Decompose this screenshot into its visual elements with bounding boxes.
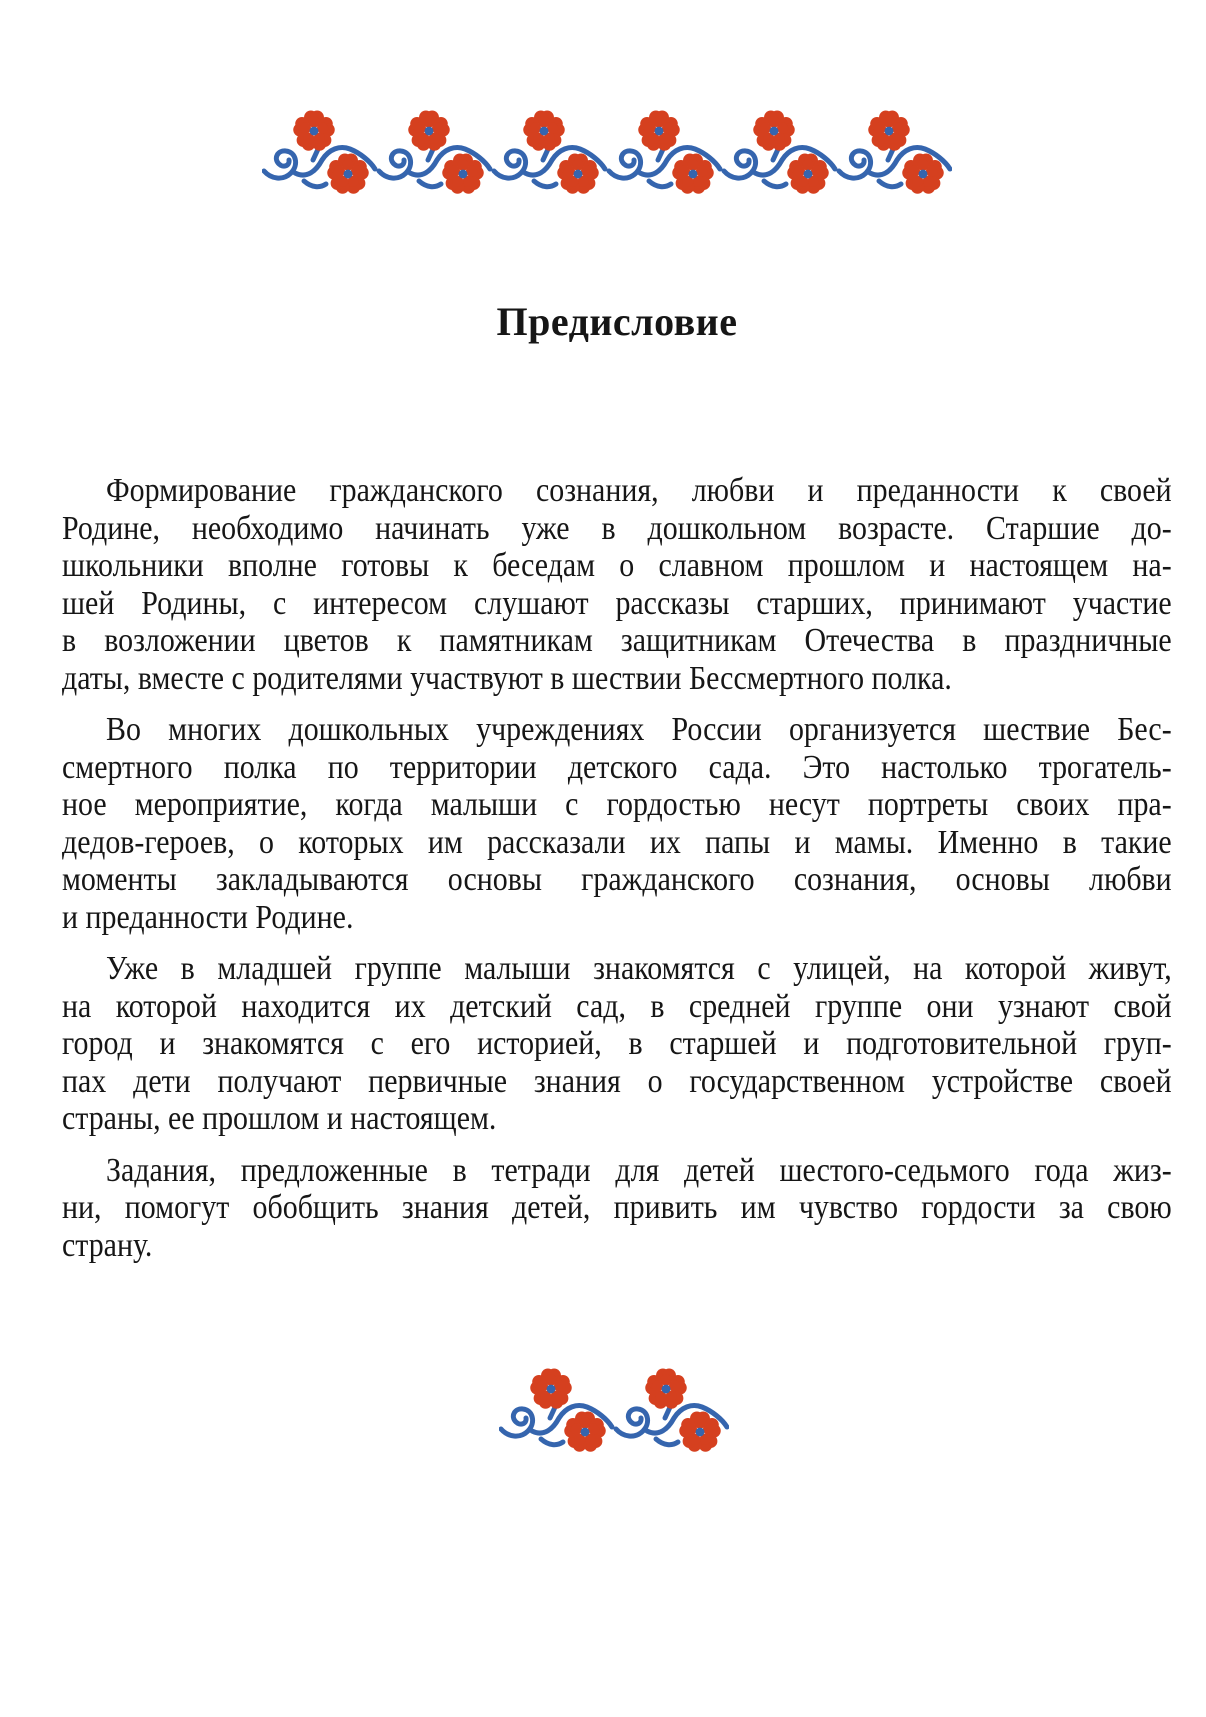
text-line: смертного полка по территории детского сада. Это настолько трогатель- [62,748,1172,786]
body-text [62,472,1172,1264]
text-line: Задания, предложенные в тетради для детей шестого-седьмого года жиз- [106,1151,1172,1189]
text-line: город и знакомятся с его историей, в старшей и подготовительной груп- [62,1025,1172,1062]
paragraph [62,1152,1172,1265]
paragraph [62,472,1172,697]
text-line: в возложении цветов к памятникам защитникам Отечества в праздничные [62,622,1172,659]
text-line: моменты закладываются основы гражданского сознания, основы любви [62,861,1172,898]
text-line: ное мероприятие, когда малыши с гордостью несут портреты своих пра- [62,786,1172,823]
text-line: и преданности Родине. [62,898,354,936]
paragraph [62,711,1172,936]
page-title: Предисловие [496,299,738,344]
body-text-inner [62,472,1172,1264]
text-line: школьники вполне готовы к беседам о славном прошлом и настоящем на- [62,547,1172,584]
text-line: страну. [62,1226,153,1264]
text-line: Формирование гражданского сознания, любви и преданности к своей [106,472,1172,509]
ornament-bottom [499,1366,729,1456]
text-line: Уже в младшей группе малыши знакомятся с улицей, на которой живут, [106,950,1172,987]
text-line: даты, вместе с родителями участвуют в шествии Бессмертного полка. [62,659,952,697]
text-line: Во многих дошкольных учреждениях России организуется шествие Бес- [106,711,1172,748]
text-line: Родине, необходимо начинать уже в дошкольном возрасте. Старшие до- [62,509,1172,547]
ornament-top [262,108,952,198]
text-line: шей Родины, с интересом слушают рассказы старших, принимают участие [62,584,1172,622]
floral-divider-icon [499,1366,729,1456]
text-line: пах дети получают первичные знания о государственном устройстве своей [62,1062,1172,1100]
text-line: ни, помогут обобщить знания детей, привить им чувство гордости за свою [62,1189,1172,1226]
text-line: на которой находится их детский сад, в средней группе они узнают свой [62,987,1172,1025]
paragraph [62,950,1172,1138]
text-line: страны, ее прошлом и настоящем. [62,1100,497,1137]
floral-border-icon [262,108,952,198]
text-line: дедов-героев, о которых им рассказали их папы и мамы. Именно в такие [62,823,1172,861]
